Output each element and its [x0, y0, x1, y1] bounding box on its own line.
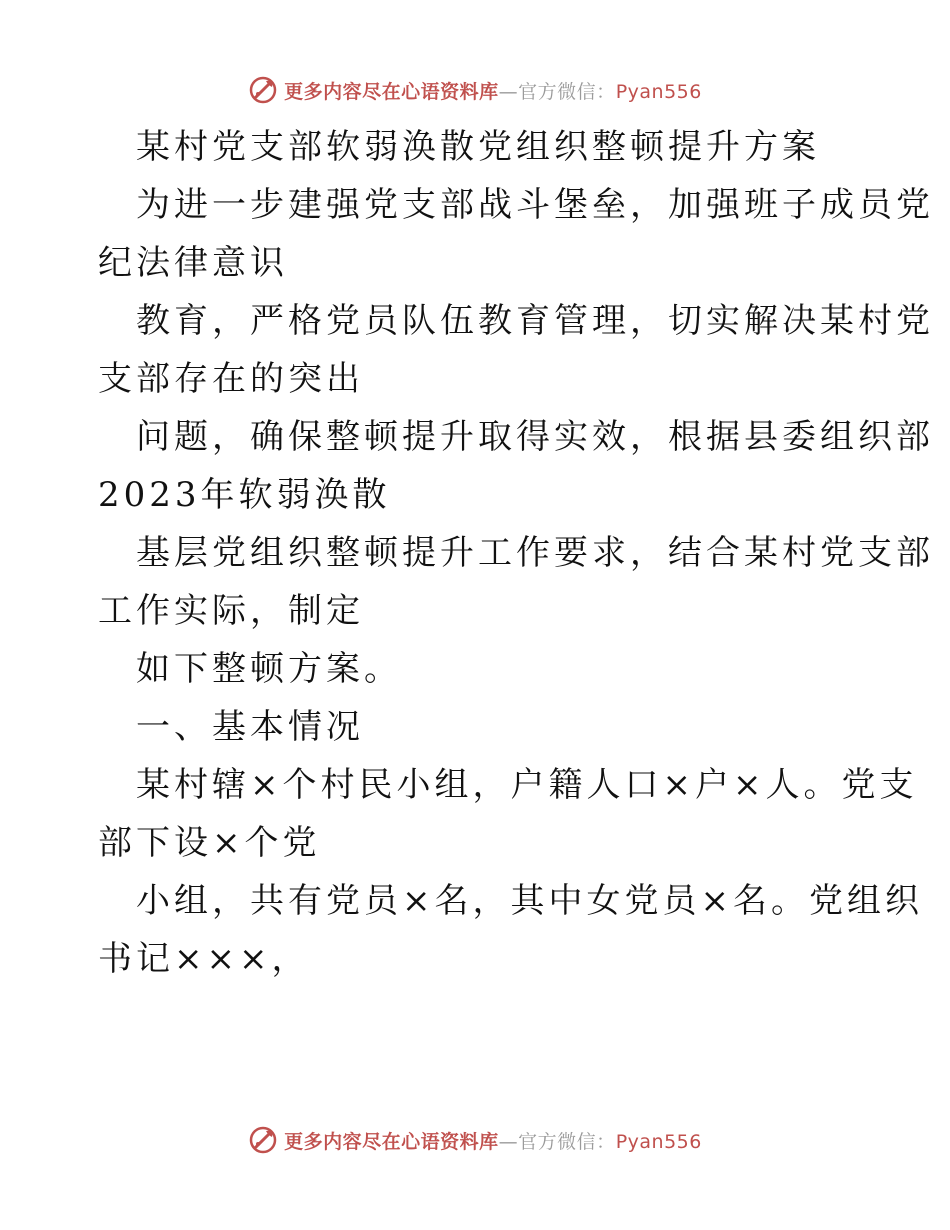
watermark-main-text: 更多内容尽在心语资料库 — [284, 80, 499, 103]
watermark-wechat-label: 官方微信： — [518, 80, 616, 103]
paragraph-line: 工作实际，制定 — [98, 591, 364, 631]
paragraph-line: 2023年软弱涣散 — [98, 475, 391, 515]
section-heading: 一、基本情况 — [136, 707, 364, 747]
paragraph-line: 纪法律意识 — [98, 243, 288, 283]
document-body — [98, 118, 934, 988]
watermark-dash: — — [498, 80, 519, 103]
paragraph-line: 问题，确保整顿提升取得实效，根据县委组织部 — [136, 417, 934, 457]
paragraph-line: 某村辖×个村民小组，户籍人口×户×人。党支 — [136, 765, 918, 805]
footer-watermark — [0, 1122, 950, 1158]
watermark-wechat-id: Pyan556 — [615, 1130, 702, 1153]
document-title: 某村党支部软弱涣散党组织整顿提升方案 — [136, 127, 820, 167]
paragraph-line: 支部存在的突出 — [98, 359, 364, 399]
quill-seal-icon — [248, 1125, 278, 1155]
paragraph-line: 教育，严格党员队伍教育管理，切实解决某村党 — [136, 301, 934, 341]
paragraph-line: 书记×××， — [98, 939, 310, 979]
watermark-wechat-id: Pyan556 — [615, 80, 702, 103]
quill-seal-icon — [248, 75, 278, 105]
watermark-dash: — — [498, 1130, 519, 1153]
paragraph-line: 部下设×个党 — [98, 823, 321, 863]
header-watermark — [0, 72, 950, 108]
paragraph-line: 基层党组织整顿提升工作要求，结合某村党支部 — [136, 533, 934, 573]
paragraph-line: 如下整顿方案。 — [136, 649, 402, 689]
watermark-main-text: 更多内容尽在心语资料库 — [284, 1130, 499, 1153]
watermark-wechat-label: 官方微信： — [518, 1130, 616, 1153]
paragraph-line: 小组，共有党员×名，其中女党员×名。党组织 — [136, 881, 923, 921]
paragraph-line: 为进一步建强党支部战斗堡垒，加强班子成员党 — [136, 185, 934, 225]
